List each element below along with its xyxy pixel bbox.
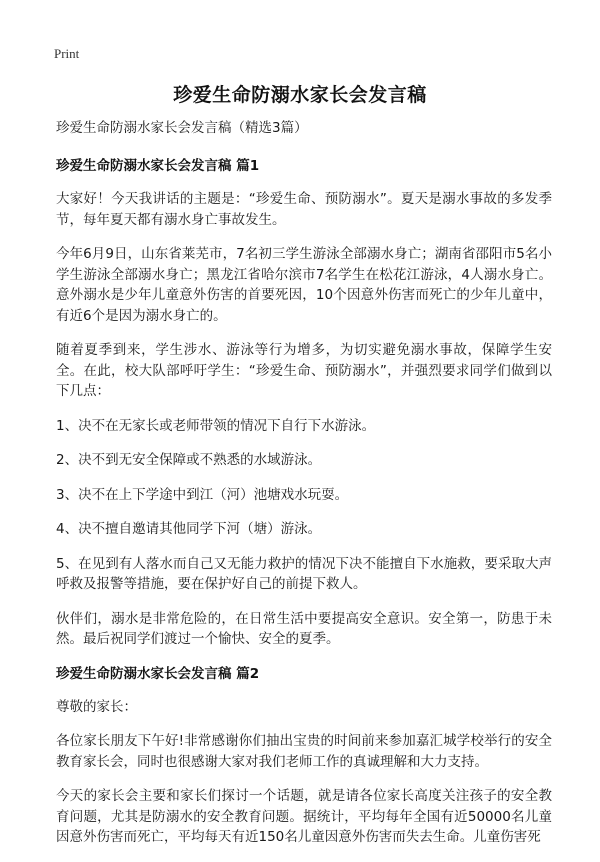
salutation: 尊敬的家长：: [56, 698, 137, 715]
paragraph: 随着夏季到来，学生涉水、游泳等行为增多，为切实避免溺水事故，保障学生安全。在此，校大队部呼吁学生：“珍爱生命、预防溺水”，并强烈要求同学们做到以下几点：: [56, 342, 552, 399]
print-link[interactable]: Print: [54, 46, 80, 61]
document-subtitle: 珍爱生命防溺水家长会发言稿（精选3篇）: [56, 120, 308, 136]
list-item: 4、决不擅自邀请其他同学下河（塘）游泳。: [56, 521, 322, 537]
section-heading-2: 珍爱生命防溺水家长会发言稿 篇2: [56, 665, 260, 682]
document-body: [56, 118, 552, 862]
paragraph: 伙伴们，溺水是非常危险的，在日常生活中要提高安全意识。安全第一，防患于未然。最后祝同学们渡过一个愉快、安全的夏季。: [56, 610, 552, 647]
list-item: 1、决不在无家长或老师带领的情况下自行下水游泳。: [56, 417, 376, 434]
paragraph: 今天的家长会主要和家长们探讨一个话题，就是请各位家长高度关注孩子的安全教育问题，尤其是防溺水的安全教育问题。据统计，平均每年全国有近50000名儿童因意外伤害而死亡，平均每天有近150名儿童因意外伤害而失去生命。儿童伤害死: [56, 788, 552, 845]
page-title: 珍爱生命防溺水家长会发言稿: [173, 84, 427, 106]
section-heading-1: 珍爱生命防溺水家长会发言稿 篇1: [56, 158, 260, 174]
paragraph: 大家好！今天我讲话的主题是：“珍爱生命、预防溺水”。夏天是溺水事故的多发季节，每年夏天都有溺水身亡事故发生。: [56, 191, 552, 228]
list-item: 3、决不在上下学途中到江（河）池塘戏水玩耍。: [56, 486, 349, 503]
list-item: 5、在见到有人落水而自己又无能力救护的情况下决不能擅自下水施救，要采取大声呼救及报警等措施，要在保护好自己的前提下救人。: [56, 555, 552, 592]
paragraph: 各位家长朋友下午好!非常感谢你们抽出宝贵的时间前来参加嘉汇城学校举行的安全教育家长会，同时也很感谢大家对我们老师工作的真诚理解和大力支持。: [56, 733, 552, 770]
paragraph: 今年6月9日，山东省莱芜市，7名初三学生游泳全部溺水身亡；湖南省邵阳市5名小学生游泳全部溺水身亡；黑龙江省哈尔滨市7名学生在松花江游泳，4人溺水身亡。意外溺水是少年儿童意外伤害的首要死因，10个因意外伤害而死亡的少年儿童中，有近6个是因为溺水身亡的。: [56, 246, 552, 324]
list-item: 2、决不到无安全保障或不熟悉的水域游泳。: [56, 452, 322, 468]
